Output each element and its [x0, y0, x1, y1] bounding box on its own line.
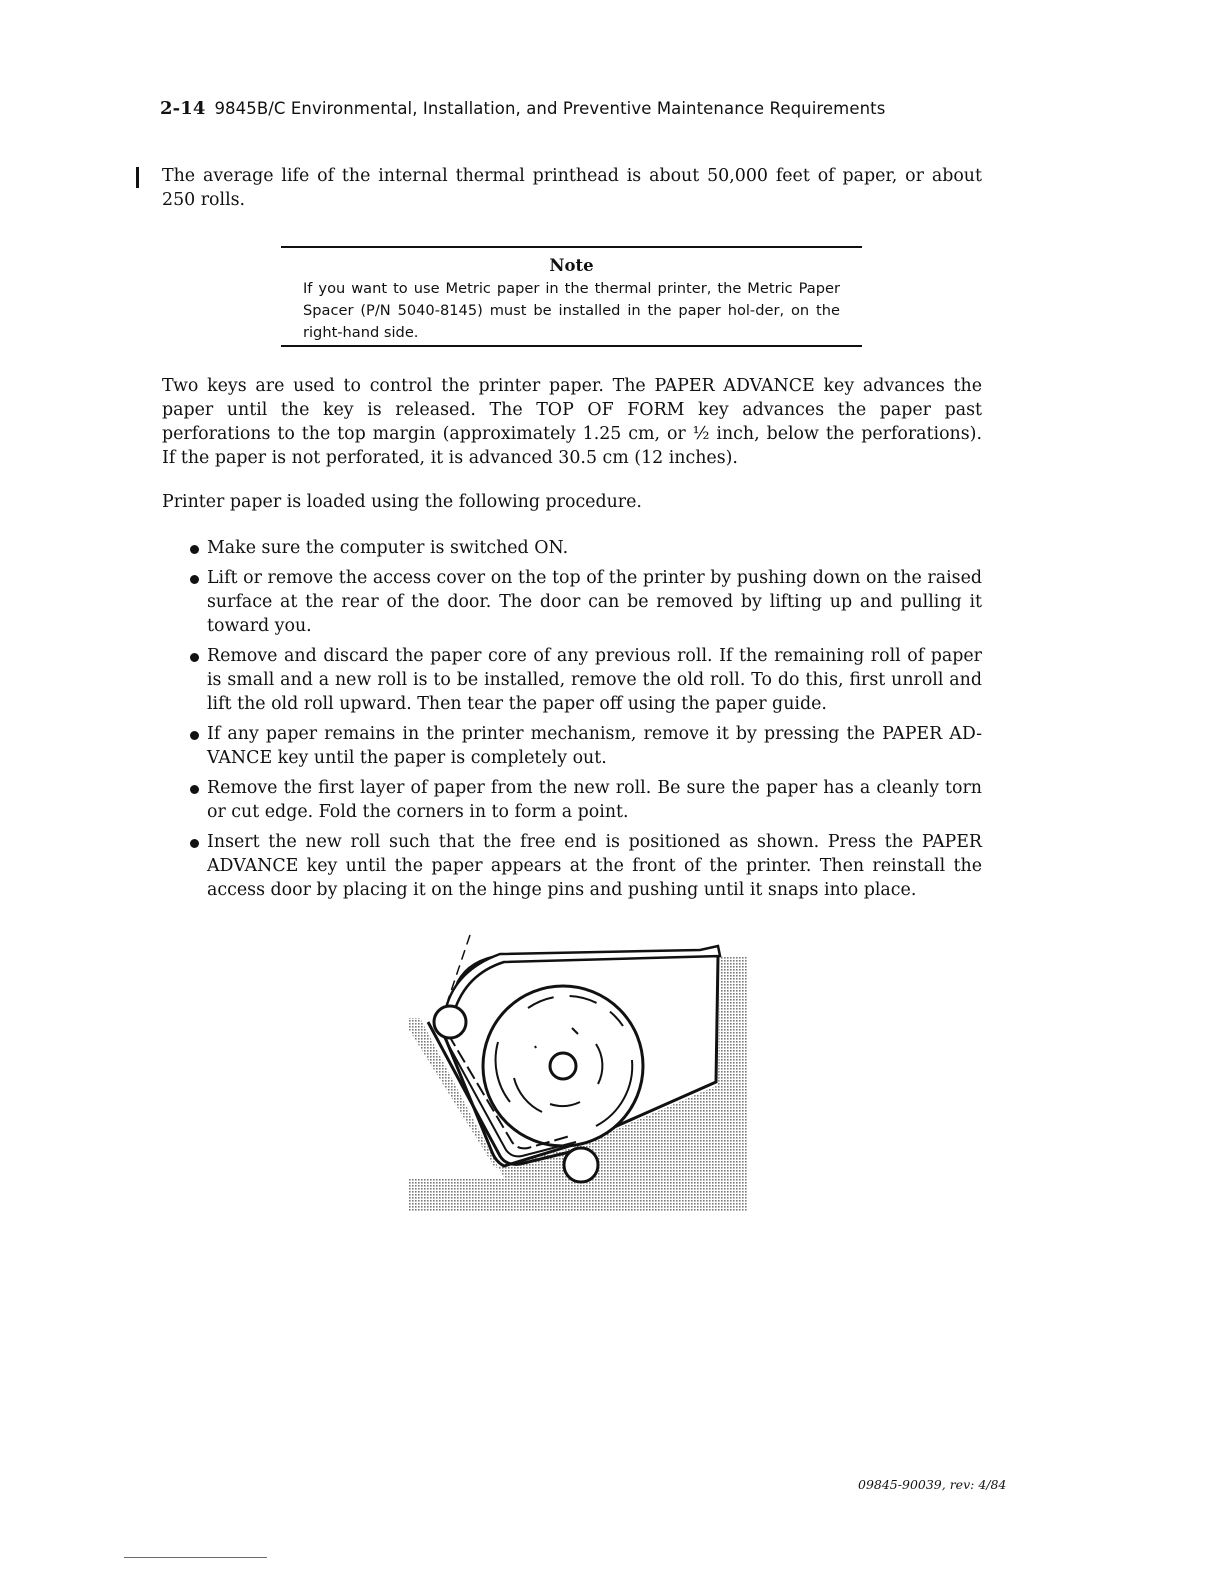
document-code: 09845-90039, rev: 4/84: [858, 1477, 1007, 1492]
roll-spiral: [535, 1046, 536, 1048]
note-text: If you want to use Metric paper in the thermal printer, the Metric Paper Spacer (P/N 5040-8145) must be installed in the paper hol-der, on the right-hand side.: [303, 280, 840, 341]
paper-roll-diagram: [400, 930, 750, 1216]
list-item: [190, 830, 982, 902]
procedure-steps: [190, 536, 982, 908]
bullet-icon: [190, 545, 199, 554]
note-box: [281, 246, 862, 347]
change-bar: [136, 167, 139, 188]
keys-paragraph: Two keys are used to control the printer paper. The PAPER ADVANCE key advances the paper until the key is released. The TOP OF FORM key advances the paper past perforations to the top margin (approximately 1.25 cm, or ½ inch, below the perforations). If the paper is not perforated, it is advanced 30.5 cm (12 inches).: [162, 376, 982, 468]
list-item: [190, 566, 982, 638]
list-item: [190, 776, 982, 824]
bullet-icon: [190, 575, 199, 584]
page-header-title: 9845B/C Environmental, Installation, and Preventive Maintenance Requirements: [214, 99, 886, 118]
footer-rule: [124, 1557, 267, 1558]
step-text: Remove the first layer of paper from the new roll. Be sure the paper has a cleanly torn or cut edge. Fold the corners in to form a point.: [207, 778, 982, 822]
note-title: Note: [549, 256, 594, 275]
bullet-icon: [190, 653, 199, 662]
step-text: Insert the new roll such that the free end is positioned as shown. Press the PAPER ADVANCE key until the paper appears at the front of the printer. Then reinstall the access door by placing it on the hinge pins and pushing until it snaps into place.: [207, 832, 982, 900]
list-item: [190, 722, 982, 770]
bullet-icon: [190, 731, 199, 740]
guide-roller: [434, 1006, 466, 1038]
procedure-intro: Printer paper is loaded using the following procedure.: [162, 492, 642, 512]
list-item: [190, 644, 982, 716]
intro-paragraph: The average life of the internal thermal printhead is about 50,000 feet of paper, or about 250 rolls.: [162, 166, 982, 210]
list-item: [190, 536, 982, 560]
bullet-icon: [190, 785, 199, 794]
bullet-icon: [190, 839, 199, 848]
page-number: 2-14: [160, 98, 206, 119]
drive-roller: [564, 1148, 598, 1182]
step-text: Remove and discard the paper core of any previous roll. If the remaining roll of paper is small and a new roll is to be installed, remove the old roll. To do this, first unroll and lift the old roll upward. Then tear the paper off using the paper guide.: [207, 646, 982, 714]
roll-core-icon: [550, 1053, 576, 1079]
step-text: If any paper remains in the printer mechanism, remove it by pressing the PAPER AD-VANCE key until the paper is completely out.: [207, 724, 982, 768]
step-text: Make sure the computer is switched ON.: [207, 538, 569, 558]
step-text: Lift or remove the access cover on the top of the printer by pushing down on the raised surface at the rear of the door. The door can be removed by lifting up and pulling it toward you.: [207, 568, 982, 636]
page-header: [160, 98, 885, 119]
